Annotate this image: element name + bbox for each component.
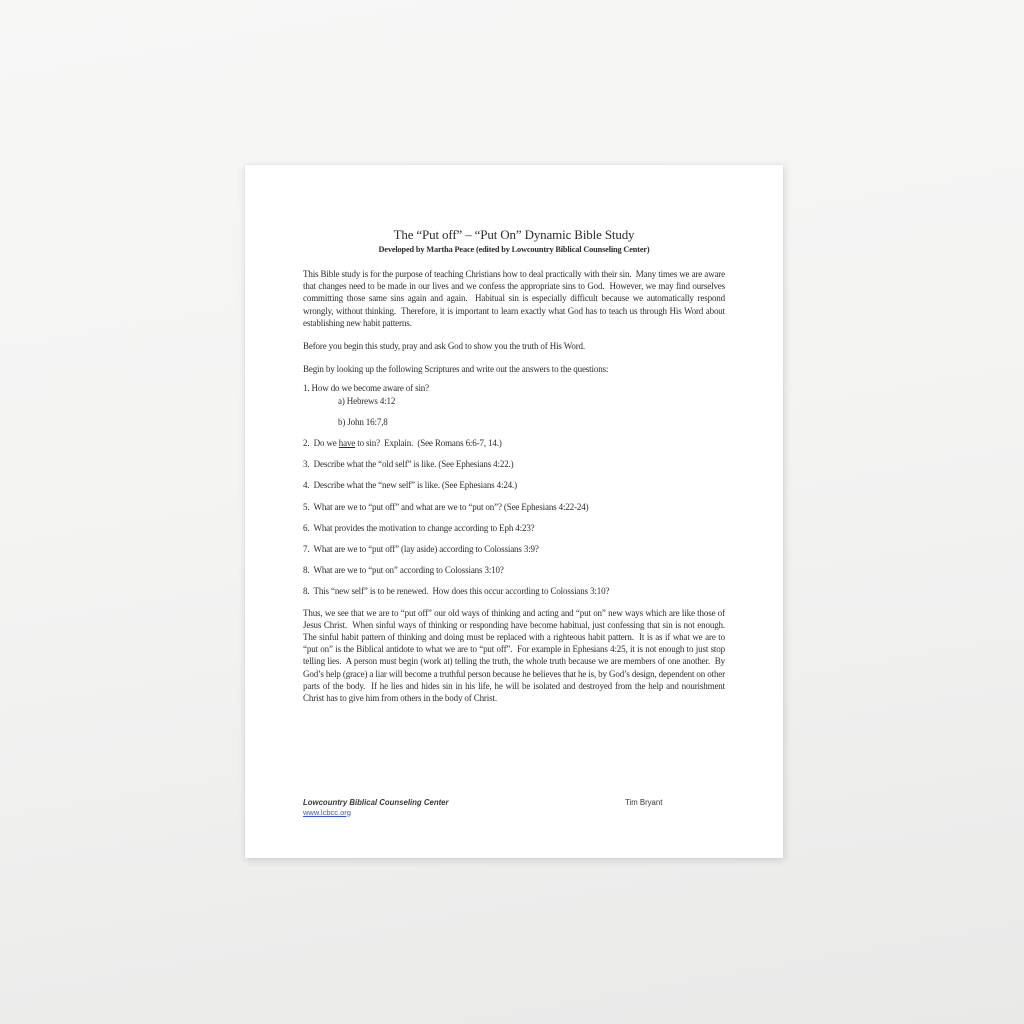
- closing-paragraph: Thus, we see that we are to “put off” our old ways of thinking and acting and “put on” new ways which are like those of Jesus Christ. When sinful ways of thinking or responding have become habitual, just confessing that sin is not enough. The sinful habit pattern of thinking and doing must be replaced with a righteous habit pattern. It is as if what we are to “put on” is the Biblical antidote to what we are to “put off”. For example in Ephesians 4:25, it is not enough to just stop telling lies. A person must begin (work at) telling the truth, the whole truth because we are members of one another. By God’s help (grace) a liar will become a truthful person because he believes that he is, by God’s design, dependent on other parts of the body. If he lies and hides sin in his life, he will be isolated and destroyed from the help and nourishment Christ has to give him from others in the body of Christ.: [303, 607, 730, 704]
- page-subtitle: Developed by Martha Peace (edited by Lowcountry Biblical Counseling Center): [378, 245, 650, 254]
- question-6: 6. What provides the motivation to change according to Eph 4:23?: [303, 522, 535, 533]
- question-8b: 8. This “new self” is to be renewed. How does this occur according to Colossians 3:10?: [303, 586, 610, 597]
- question-1b: b) John 16:7,8: [338, 416, 388, 427]
- question-8a: 8. What are we to “put on” according to Colossians 3:10?: [303, 565, 504, 576]
- question-7: 7. What are we to “put off” (lay aside) according to Colossians 3:9?: [303, 544, 539, 555]
- question-2-pre: 2. Do we: [303, 438, 339, 449]
- begin-line: Begin by looking up the following Scriptures and write out the answers to the questions:: [303, 364, 609, 375]
- question-5: 5. What are we to “put off” and what are we to “put on”? (See Ephesians 4:22-24): [303, 501, 589, 512]
- question-1a: a) Hebrews 4:12: [338, 395, 396, 406]
- footer-website-link[interactable]: www.lcbcc.org: [303, 807, 351, 817]
- question-4: 4. Describe what the “new self” is like. (See Ephesians 4:24.): [303, 480, 517, 491]
- document-page: [245, 165, 783, 858]
- footer-org-name: Lowcountry Biblical Counseling Center: [303, 798, 449, 807]
- pray-line: Before you begin this study, pray and ask God to show you the truth of His Word.: [303, 341, 585, 352]
- question-2: [303, 437, 725, 449]
- intro-paragraph: This Bible study is for the purpose of teaching Christians how to deal practically with their sin. Many times we are aware that changes need to be made in our lives and we confess the appropriate sins to God. However, we may find ourselves committing those same sins again and again. Habitual sin is especially difficult because we automatically respond wrongly, without thinking. Therefore, it is important to learn exactly what God has to teach us through His Word about establishing new habit patterns.: [303, 269, 728, 328]
- question-3: 3. Describe what the “old self” is like. (See Ephesians 4:22.): [303, 459, 514, 470]
- document-content: [303, 227, 730, 704]
- page-footer: [303, 798, 725, 817]
- question-2-underlined-word: have: [338, 438, 356, 449]
- question-1: 1. How do we become aware of sin?: [303, 383, 430, 394]
- question-2-post: to sin? Explain. (See Romans 6:6-7, 14.): [355, 438, 502, 449]
- page-title: The “Put off” – “Put On” Dynamic Bible Study: [393, 227, 635, 242]
- footer-author: Tim Bryant: [625, 798, 663, 807]
